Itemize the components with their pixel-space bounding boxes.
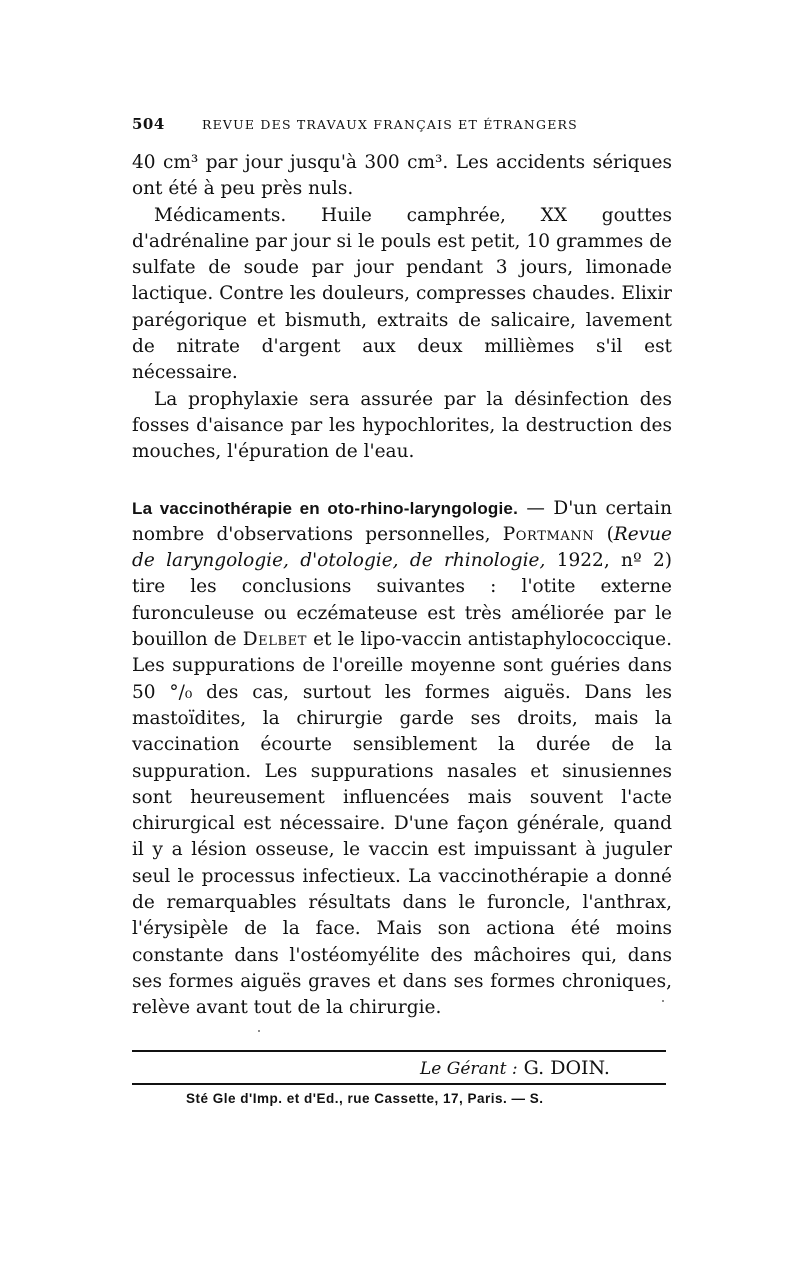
body-text [132, 150, 672, 1022]
article-paragraph [132, 496, 672, 1022]
speck-mark [258, 1030, 260, 1032]
footer-rule-bottom [132, 1083, 666, 1085]
section-gap [132, 466, 672, 496]
paragraph-prophylaxie: La prophylaxie sera assurée par la désinfection des fosses d'aisance par les hypochlorites, la destruction des mouches, l'épuration de l'eau. [132, 388, 672, 463]
speck-mark [662, 1000, 664, 1002]
gerant-name: G. DOIN. [523, 1057, 610, 1079]
author-name: Portmann [502, 523, 595, 545]
paragraph-continuation: 40 cm³ par jour jusqu'à 300 cm³. Les accidents sériques ont été à peu près nuls. [132, 152, 672, 200]
gerant-label: Le Gérant : [420, 1059, 518, 1079]
printer-imprint: Sté Gle d'Imp. et d'Ed., rue Cassette, 17, Paris. — S. [186, 1091, 544, 1106]
running-title: REVUE DES TRAVAUX FRANÇAIS ET ÉTRANGERS [202, 117, 578, 132]
delbet-name: Delbet [242, 629, 307, 651]
article-title: La vaccinothérapie en oto-rhino-laryngologie. [132, 498, 518, 518]
citation-open: ( [594, 523, 614, 545]
article-intro: — D'un certain nombre d'observations personnelles, [132, 497, 673, 545]
citation-rest: 1922, nº 2) [545, 550, 672, 572]
article-body-2: et le lipo-vaccin antistaphylococcique. Les suppurations de l'oreille moyenne sont guéries dans 50 °/₀ des cas, surtout les formes aiguës. Dans les mastoïdites, la chirurgie garde ses droits, mais la vaccination écourte sensiblement la durée de la suppuration. Les suppurations nasales et sinusiennes sont heureusement influencées mais souvent l'acte chirurgical est nécessaire. D'une façon générale, quand il y a lésion osseuse, le vaccin est impuissant à juguler seul le processus infectieux. La vaccinothérapie a donné de remarquables résultats dans le furoncle, l'anthrax, l'érysipèle de la face. Mais son actiona été moins constante dans l'ostéomyélite des mâchoires qui, dans ses formes aiguës graves et dans ses formes chroniques, relève avant tout de la chirurgie. [132, 629, 672, 1019]
page-number: 504 [132, 115, 165, 133]
gerant-line [420, 1057, 610, 1079]
footer-rule-top [132, 1050, 666, 1052]
paragraph-medicaments: Médicaments. Huile camphrée, XX gouttes d'adrénaline par jour si le pouls est petit, 10 grammes de sulfate de soude par jour pendant 3 jours, limonade lactique. Contre les douleurs, compresses chaudes. Elixir parégorique et bismuth, extraits de salicaire, lavement de nitrate d'argent aux deux millièmes s'il est nécessaire. [132, 204, 672, 384]
article-body-1: tire les conclusions suivantes : l'otite externe furonculeuse ou eczémateuse est très améliorée par le bouillon de [132, 576, 672, 651]
journal-title: Revue de laryngologie, d'otologie, de rhinologie, [132, 523, 672, 572]
